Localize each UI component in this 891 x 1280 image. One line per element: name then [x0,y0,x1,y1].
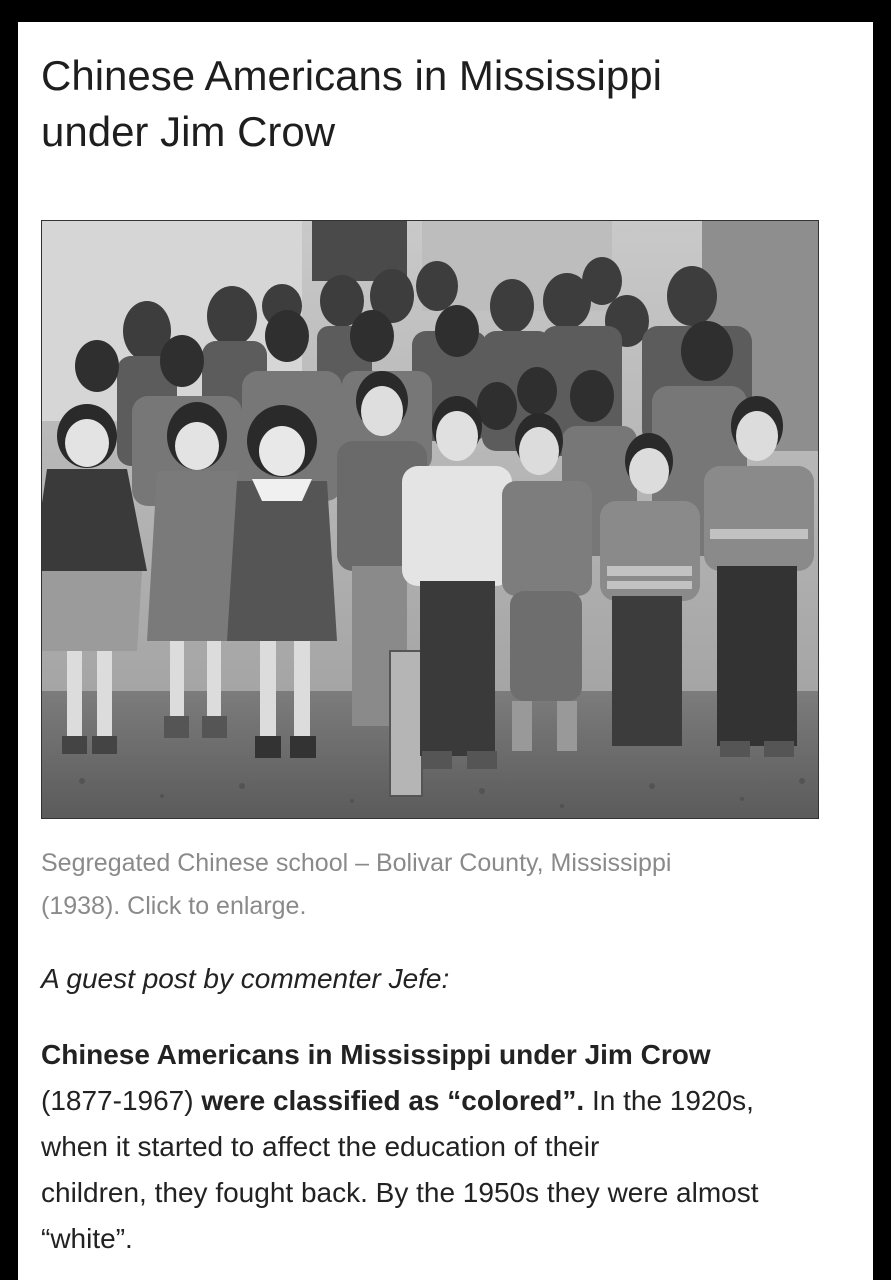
title-line-1: Chinese Americans in Mississippi [41,52,662,99]
school-photo[interactable] [41,220,819,819]
caption-line-2: (1938). Click to enlarge. [41,892,307,920]
para-line-4: children, they fought back. By the 1950s they were almost [41,1177,759,1208]
article-paragraph [41,1032,851,1262]
para-line-5: “white”. [41,1223,133,1254]
para-1920s: In the 1920s, [584,1085,754,1116]
para-dates: (1877-1967) [41,1085,202,1116]
caption-line-1: Segregated Chinese school – Bolivar County, Mississippi [41,849,672,877]
para-line-3: when it started to affect the education of their [41,1131,600,1162]
para-line-1 [41,1032,851,1078]
guest-post-byline: A guest post by commenter Jefe: [41,963,450,994]
para-bold-heading: Chinese Americans in Mississippi under Jim Crow [41,1039,711,1070]
photo-caption [41,842,841,928]
article-title [41,48,841,160]
article-page [18,22,873,1280]
title-line-2: under Jim Crow [41,108,336,155]
photo-illustration [42,221,818,818]
para-line-2 [41,1078,851,1124]
para-bold-classified: were classified as “colored”. [201,1085,585,1116]
